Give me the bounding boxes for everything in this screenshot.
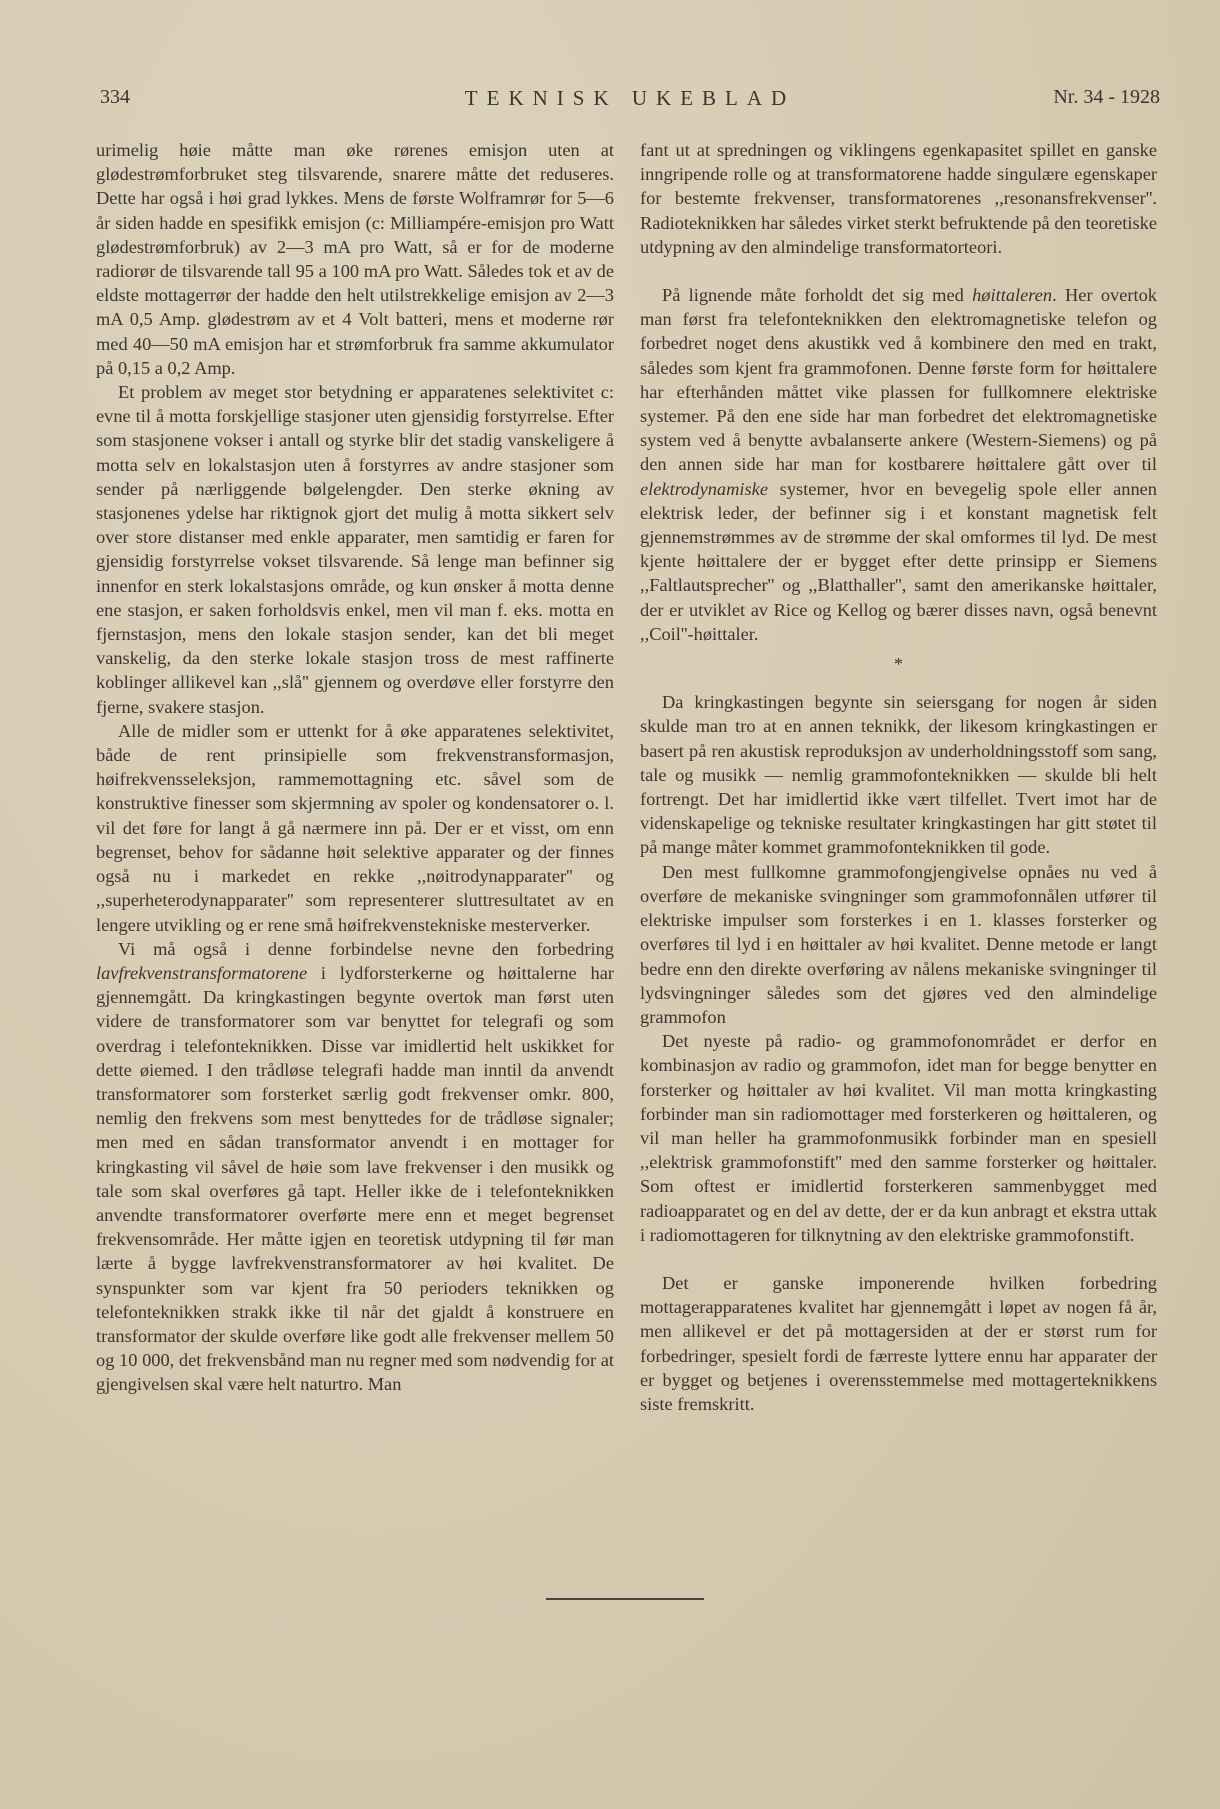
page-number: 334: [100, 86, 130, 108]
paragraph: Den mest fullkomne grammofongjengivelse opnåes nu ved å overføre de mekaniske svingninger som grammofonnålen utfører til elektriske impulser som forsterkes i en 1. klasses forsterker og overføres til lyd i en høittaler av høi kvalitet. Denne metode er langt bedre enn den direkte overføring av nålens mekaniske svingninger til lydsvingninger således som det gjøres ved den almindelige grammofon: [640, 861, 1157, 1027]
left-column: [96, 138, 614, 1397]
issue-number: Nr. 34 - 1928: [1053, 86, 1160, 108]
section-separator: *: [894, 654, 903, 675]
paragraph: Da kringkastingen begynte sin seiersgang for nogen år siden skulde man tro at en annen teknikk, der likesom kringkastingen er basert på ren akustisk reproduksjon av underholdningsstoff som sang, tale og musikk — nemlig grammofonteknikken — skulde bli helt fortrengt. Det har imidlertid ikke vært tilfellet. Tvert imot har de videnskapelige og tekniske resultater kringkastingen har gitt støtet til på mange måter kommet grammofonteknikken til gode.: [640, 692, 1157, 858]
end-rule: [546, 1598, 704, 1600]
journal-title: TEKNISK UKEBLAD: [464, 86, 796, 110]
paragraph: Det nyeste på radio- og grammofonområdet er derfor en kombinasjon av radio og grammofon, idet man for begge benytter en forsterker og høittaler av høi kvalitet. Vil man motta kringkasting forbinder man sin radiomottager med forsterkeren og høittaleren, og vil man heller ha grammofonmusikk forbinder man en spesiell ,,elektrisk grammofonstift'' med den samme forsterker og høittaler. Som oftest er imidlertid forsterkeren sammenbygget med radioapparatet og en del av dette, der er da kun anbragt et ekstra uttak i radiomottageren for tilknytning av den elektriske grammofonstift.: [640, 1031, 1157, 1245]
paragraph: urimelig høie måtte man øke rørenes emisjon uten at glødestrømforbruket steg tilsvarende, snarere måtte det reduseres. Dette har også i høi grad lykkes. Mens de første Wolframrør for 5—6 år siden hadde en spesifikk emisjon (c: Milliampére-emisjon pro Watt glødestrømforbruk) av 2—3 mA pro Watt, så er for de moderne radiorør de tilsvarende tall 95 a 100 mA pro Watt. Således tok et av de eldste mottagerrør der hadde den helt utilstrekkelige emisjon av 2—3 mA 0,5 Amp. glødestrøm av et 4 Volt batteri, mens et moderne rør med 40—50 mA emisjon har et strømforbruk fra samme akkumulator på 0,15 a 0,2 Amp.: [96, 140, 614, 378]
paragraph: Det er ganske imponerende hvilken forbedring mottagerapparatenes kvalitet har gjennemgått i løpet av nogen få år, men allikevel er det på mottagersiden at der er størst rum for forbedringer, spesielt fordi de færreste lyttere ennu har apparater der er bygget og betjenes i overensstemmelse med mottagerteknikkens siste fremskritt.: [640, 1272, 1157, 1414]
paragraph: På lignende måte forholdt det sig med høittaleren. Her overtok man først fra telefonteknikken den elektromagnetiske telefon og forbedret noget dens akustikk ved å kombinere den med en trakt, således som kjent fra grammofonen. Denne første form for høittalere har efterhånden måttet vike plassen for fullkomnere elektriske systemer. På den ene side har man forbedret det elektromagnetiske system ved å benytte avbalanserte ankere (Western-Siemens) og på den annen side har man for kostbarere høittalere gått over til elektrodynamiske systemer, hvor en bevegelig spole eller annen elektrisk leder, der befinner sig i et konstant magnetisk felt gjennemstrømmes av de strømme der skal omformes til lyd. De mest kjente høittalere der er bygget efter dette prinsipp er Siemens ,,Faltlautsprecher'' og ,,Blatthaller'', samt den amerikanske høittaler, der er utviklet av Rice og Kellog og bærer disses navn, også benevnt ,,Coil''-høittaler.: [640, 285, 1157, 644]
paragraph: fant ut at spredningen og viklingens egenkapasitet spillet en ganske inngripende rolle og at transformatorene hadde singulære egenskaper for bestemte frekvenser, transformatorenes ,,resonansfrekvenser''. Radioteknikken har således virket sterkt befruktende på den teoretiske utdypning av den almindelige transformatorteori.: [640, 140, 1157, 257]
paragraph: Et problem av meget stor betydning er apparatenes selektivitet c: evne til å motta forskjellige stasjoner uten gjensidig forstyrrelse. Efter som stasjonene vokser i antall og styrke blir det stadig vanskeligere å motta selv en lokalstasjon uten å forstyrres av andre stasjoner som sender på nærliggende bølgelengder. Den sterke økning av stasjonenes ydelse har riktignok gjort det mulig å motta sikkert selv over store distanser med enkle apparater, men samtidig er faren for gjensidig forstyrrelse vokset tilsvarende. Så lenge man befinner sig innenfor en sterk lokalstasjons område, og kun ønsker å motta denne ene stasjon, er saken forholdsvis enkel, men vil man f. eks. motta en fjernstasjon, mens den lokale stasjon sender, kan det bli meget vanskelig, da den sterke lokale stasjon tross de mest raffinerte koblinger allikevel kan ,,slå'' gjennem og overdøve eller forstyrre den fjerne, svakere stasjon.: [96, 382, 614, 717]
page-header: [100, 86, 1160, 114]
paragraph: Vi må også i denne forbindelse nevne den forbedring lavfrekvenstransformatorene i lydforsterkerne og høittalerne har gjennemgått. Da kringkastingen begynte overtok man først uten videre de transformatorer som var benyttet for telegrafi og som overdrag i telefonteknikken. Disse var imidlertid helt uskikket for dette øiemed. I den trådløse telegrafi hadde man inntil da anvendt transformatorer som forsterket særlig godt frekvenser omkr. 800, nemlig den frekvens som mest benyttedes for de trådløse signaler; men med en sådan transformator anvendt i en mottager for kringkasting vil såvel de høie som lave frekvenser i den musikk og tale som skal overføres gå tapt. Heller ikke de i telefonteknikken anvendte transformatorer overførte mere enn et meget begrenset frekvensområde. Her måtte igjen en teoretisk utdypning til før man lærte å bygge lavfrekvenstransformatorer av høi kvalitet. De synspunkter som var kjent fra 50 perioders teknikken og telefonteknikken strakk ikke til når det gjaldt å konstruere en transformator der skulde overføre like godt alle frekvenser mellem 50 og 10 000, det frekvensbånd man nu regner med som nødvendig for at gjengivelsen skal være helt naturtro. Man: [96, 938, 614, 1395]
right-column: [640, 138, 1157, 1416]
paragraph: Alle de midler som er uttenkt for å øke apparatenes selektivitet, både de rent prinsipielle som frekvenstransformasjon, høifrekvensseleksjon, rammemottagning etc. såvel som de konstruktive finesser som skjermning av spoler og kondensatorer o. l. vil det føre for langt å gå nærmere inn på. Der er et visst, om enn begrenset, behov for sådanne høit selektive apparater og der finnes også nu i markedet en rekke ,,nøitrodynapparater'' og ,,superheterodynapparater'' som representerer sluttresultatet av en lengere utvikling og er rene små høifrekvenstekniske mesterverker.: [96, 720, 614, 935]
